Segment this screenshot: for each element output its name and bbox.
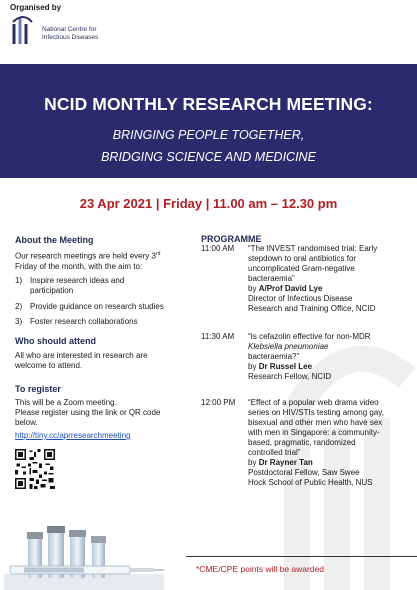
talk-1-speaker: A/Prof David Lye	[258, 284, 323, 293]
attend-heading: Who should attend	[15, 336, 96, 346]
cme-note: *CME/CPE points will be awarded	[186, 556, 417, 574]
about-item-3: 3)	[15, 317, 23, 326]
talk-1-time: 11:00 AM	[201, 244, 235, 253]
org-name: National Centre for Infectious Diseases	[42, 26, 99, 41]
register-text: This will be a Zoom meeting. Please register using the link or QR code below.	[15, 398, 161, 427]
register-heading: To register	[15, 384, 61, 394]
about-text: Our research meetings are held every 3rd Friday of the month, with the aim to:	[15, 251, 161, 271]
talk-2: “Is cefazolin effective for non-MDR Klebsiella pneumoniae bacteraemia?” by Dr Russel Lee Research Fellow, NCID	[248, 332, 371, 381]
ncid-logo-icon	[10, 14, 36, 48]
qr-code-icon[interactable]	[15, 449, 55, 489]
subtitle-line-1: BRINGING PEOPLE TOGETHER,	[112, 128, 305, 142]
event-date-time: 23 Apr 2021 | Friday | 11.00 am – 12.30 pm	[79, 196, 338, 211]
about-heading: About the Meeting	[15, 235, 94, 245]
about-item-2-text: Provide guidance on research studies	[30, 302, 164, 311]
attend-text: All who are interested in research are welcome to attend.	[15, 351, 148, 370]
about-item-2: 2)	[15, 302, 23, 311]
vaccine-vials-image	[4, 518, 164, 590]
talk-3-speaker: Dr Rayner Tan	[258, 458, 313, 467]
about-item-1: 1)	[15, 276, 23, 285]
talk-1: “The INVEST randomised trial: Early stepdown to oral antibiotics for uncomplicated Gram-negative bacteraemia” by A/Prof David Lye Director of Infectious Disease Research and Training Office, NCID	[248, 244, 378, 313]
talk-2-time: 11:30 AM	[201, 332, 235, 341]
talk-2-speaker: Dr Russel Lee	[258, 362, 313, 371]
organised-by-label: Organised by	[10, 3, 62, 12]
talk-3-time: 12:00 PM	[201, 398, 236, 407]
registration-link[interactable]: http://tiny.cc/aprresearchmeeting	[15, 431, 131, 440]
about-item-3-text: Foster research collaborations	[30, 317, 138, 326]
talk-3: “Effect of a popular web drama video series on HIV/STIs testing among gay, bisexual and other men who have sex with men in Singapore: a community- based, pragmatic, randomized controlled trial” by Dr Rayner Tan Postdoctoral Fellow, Saw Swee Hock School of Public Health, NUS	[248, 398, 384, 487]
page-title: NCID MONTHLY RESEARCH MEETING:	[44, 94, 373, 114]
subtitle-line-2: BRIDGING SCIENCE AND MEDICINE	[101, 150, 316, 164]
about-item-1-text: Inspire research ideas and participation	[30, 276, 125, 295]
programme-heading: PROGRAMME	[201, 234, 262, 244]
